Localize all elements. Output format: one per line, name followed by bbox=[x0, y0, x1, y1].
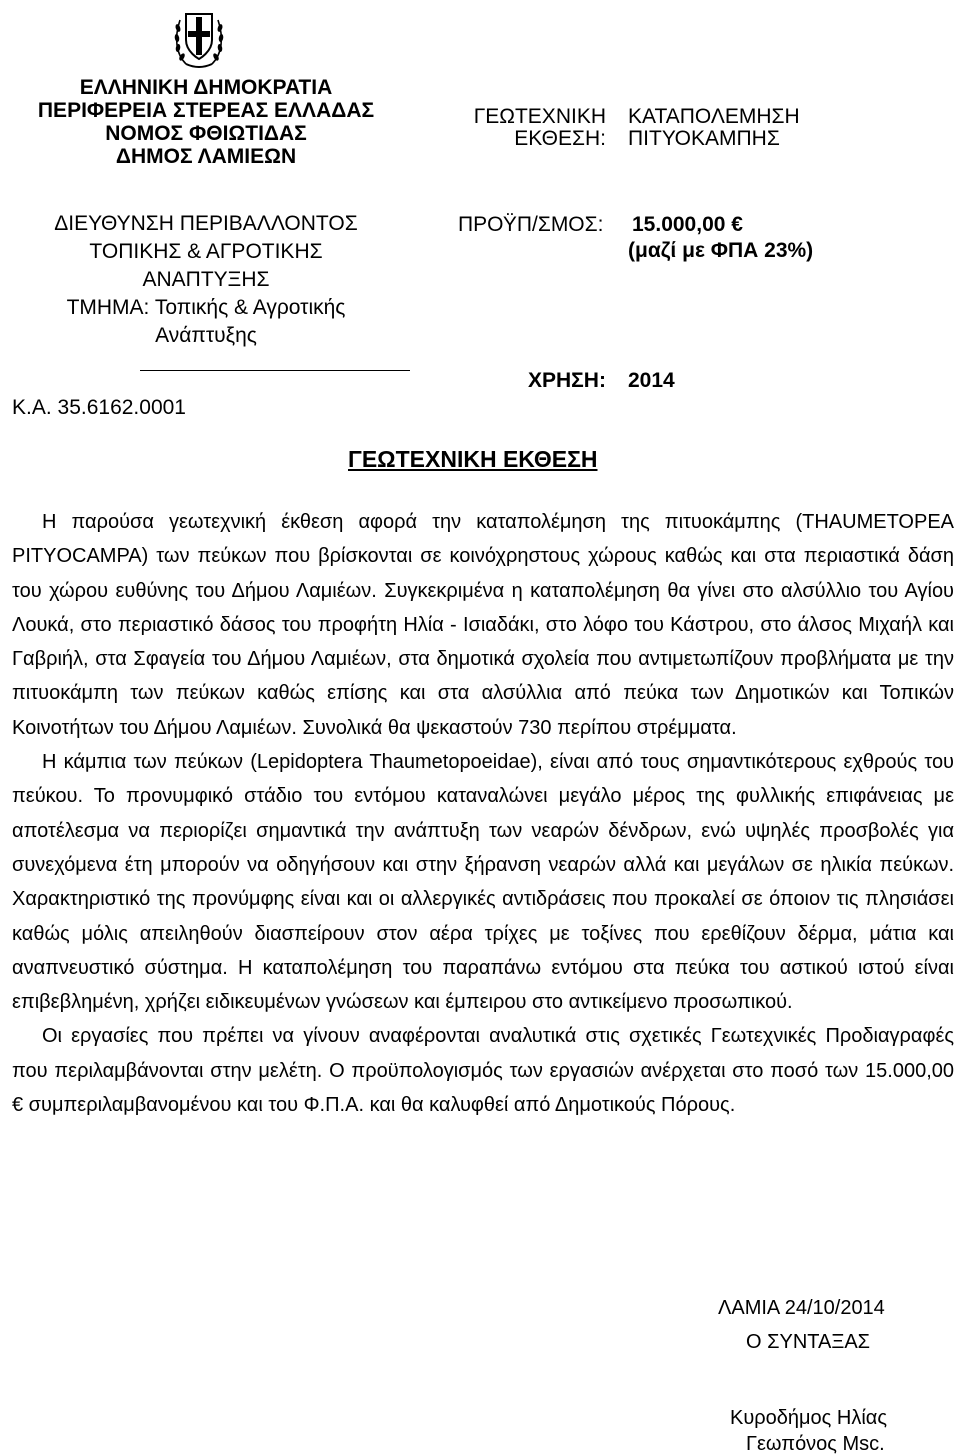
issuer-region: ΠΕΡΙΦΕΡΕΙΑ ΣΤΕΡΕΑΣ ΕΛΛΑΔΑΣ bbox=[37, 99, 375, 122]
department-line-2: ΤΟΠΙΚΗΣ & ΑΓΡΟΤΙΚΗΣ bbox=[89, 240, 323, 263]
paragraph-scope: Η παρούσα γεωτεχνική έκθεση αφορά την καταπολέμηση της πιτυοκάμπης (THAUMETOPEA PITYOCAMPA) των πεύκων που βρίσκονται σε κοινόχρηστους χώρους καθώς και στα περιαστικά δάση του χώρου ευθύνης του Δήμου Λαμιέων. Συγκεκριμένα η καταπολέμηση θα γίνει στο αλσύλλιο του Αγίου Λουκά, στο περιαστικό δάσος του προφήτη Ηλία - Ισιαδάκι, στο λόφο του Κάστρου, στο άλσος Μιχαήλ και Γαβριήλ, στα Σφαγεία του Δήμου Λαμιέων, στα δημοτικά σχολεία που αντιμετωπίζουν προβλήματα με την πιτυοκάμπη των πεύκων καθώς επίσης και στα αλσύλλια από πεύκα των Δημοτικών και Τοπικών Κοινοτήτων του Δήμου Λαμιέων. Συνολικά θα ψεκαστούν 730 περίπου στρέμματα. bbox=[12, 511, 954, 739]
signature-role: Ο ΣΥΝΤΑΞΑΣ bbox=[746, 1331, 871, 1353]
greek-coat-of-arms-emblem bbox=[172, 4, 226, 70]
budget-vat-note: (μαζί με ΦΠΑ 23%) bbox=[628, 239, 814, 262]
signature-title: Γεωπόνος Msc. bbox=[746, 1433, 885, 1455]
report-subject-line-1: ΚΑΤΑΠΟΛΕΜΗΣΗ bbox=[628, 105, 800, 128]
report-subject bbox=[628, 106, 800, 150]
report-label-line-1: ΓΕΩΤΕΧΝΙΚΗ bbox=[473, 105, 606, 128]
budget-label: ΠΡΟΫΠ/ΣΜΟΣ: bbox=[458, 213, 604, 236]
report-subject-line-2: ΠΙΤΥΟΚΑΜΠΗΣ bbox=[628, 127, 780, 150]
issuer-country: ΕΛΛΗΝΙΚΗ ΔΗΜΟΚΡΑΤΙΑ bbox=[79, 76, 333, 99]
header-divider bbox=[140, 370, 410, 371]
department-line-1: ΔΙΕΥΘΥΝΣΗ ΠΕΡΙΒΑΛΛΟΝΤΟΣ bbox=[54, 212, 358, 235]
paragraph-pest-description: Η κάμπια των πεύκων (Lepidoptera Thaumetopoeidae), είναι από τους σημαντικότερους εχθρούς του πεύκου. Το προνυμφικό στάδιο του εντόμου καταναλώνει μεγάλο μέρος της φυλλικής επιφάνειας με αποτέλεσμα να περιορίζει σημαντικά την ανάπτυξη των νεαρών δένδρων, ενώ υψηλές προσβολές για συνεχόμενα έτη μπορούν να οδηγήσουν και στην ξήρανση νεαρών αλλά και μεγάλων σε ηλικία πεύκων. Χαρακτηριστικό της προνύμφης είναι και οι αλλεργικές αντιδράσεις που προκαλεί σε όποιον τις πλησιάσει καθώς μόλις απειληθούν διασπείρουν στον αέρα τρίχες με τοξίνες που ερεθίζουν δέρμα, μάτια και αναπνευστικό σύστημα. Η καταπολέμηση του παραπάνω εντόμου στα πεύκα του αστικού ιστού είναι επιβεβλημένη, χρήζει ειδικευμένων γνώσεων και έμπειρου στο αντικείμενο προσωπικού. bbox=[12, 751, 954, 1014]
year-label: ΧΡΗΣΗ: bbox=[528, 369, 606, 392]
issuer-prefecture: ΝΟΜΟΣ ΦΘΙΩΤΙΔΑΣ bbox=[105, 122, 307, 145]
report-body bbox=[12, 505, 954, 1122]
issuer-heading-block bbox=[12, 76, 400, 168]
department-line-4: ΤΜΗΜΑ: Τοπικής & Αγροτικής bbox=[66, 296, 346, 319]
signature-place-date: ΛΑΜΙΑ 24/10/2014 bbox=[718, 1297, 885, 1319]
department-block bbox=[12, 210, 400, 350]
issuer-municipality: ΔΗΜΟΣ ΛΑΜΙΕΩΝ bbox=[115, 145, 297, 168]
budget-code: Κ.Α. 35.6162.0001 bbox=[12, 396, 186, 419]
department-line-3: ΑΝΑΠΤΥΞΗΣ bbox=[142, 268, 270, 291]
year-value: 2014 bbox=[628, 369, 675, 392]
document-title: ΓΕΩΤΕΧΝΙΚΗ ΕΚΘΕΣΗ bbox=[348, 446, 598, 472]
report-label-line-2: ΕΚΘΕΣΗ: bbox=[514, 127, 606, 150]
budget-amount: 15.000,00 € bbox=[632, 213, 743, 236]
department-line-5: Ανάπτυξης bbox=[155, 324, 257, 347]
signature-name: Κυροδήμος Ηλίας bbox=[730, 1407, 887, 1429]
paragraph-budget: Οι εργασίες που πρέπει να γίνουν αναφέρονται αναλυτικά στις σχετικές Γεωτεχνικές Προδιαγραφές που περιλαμβάνονται στην μελέτη. Ο προϋπολογισμός των εργασιών ανέρχεται στο ποσό των 15.000,00 € συμπεριλαμβανομένου και του Φ.Π.Α. και θα καλυφθεί από Δημοτικούς Πόρους. bbox=[12, 1025, 954, 1117]
report-label bbox=[458, 106, 606, 150]
